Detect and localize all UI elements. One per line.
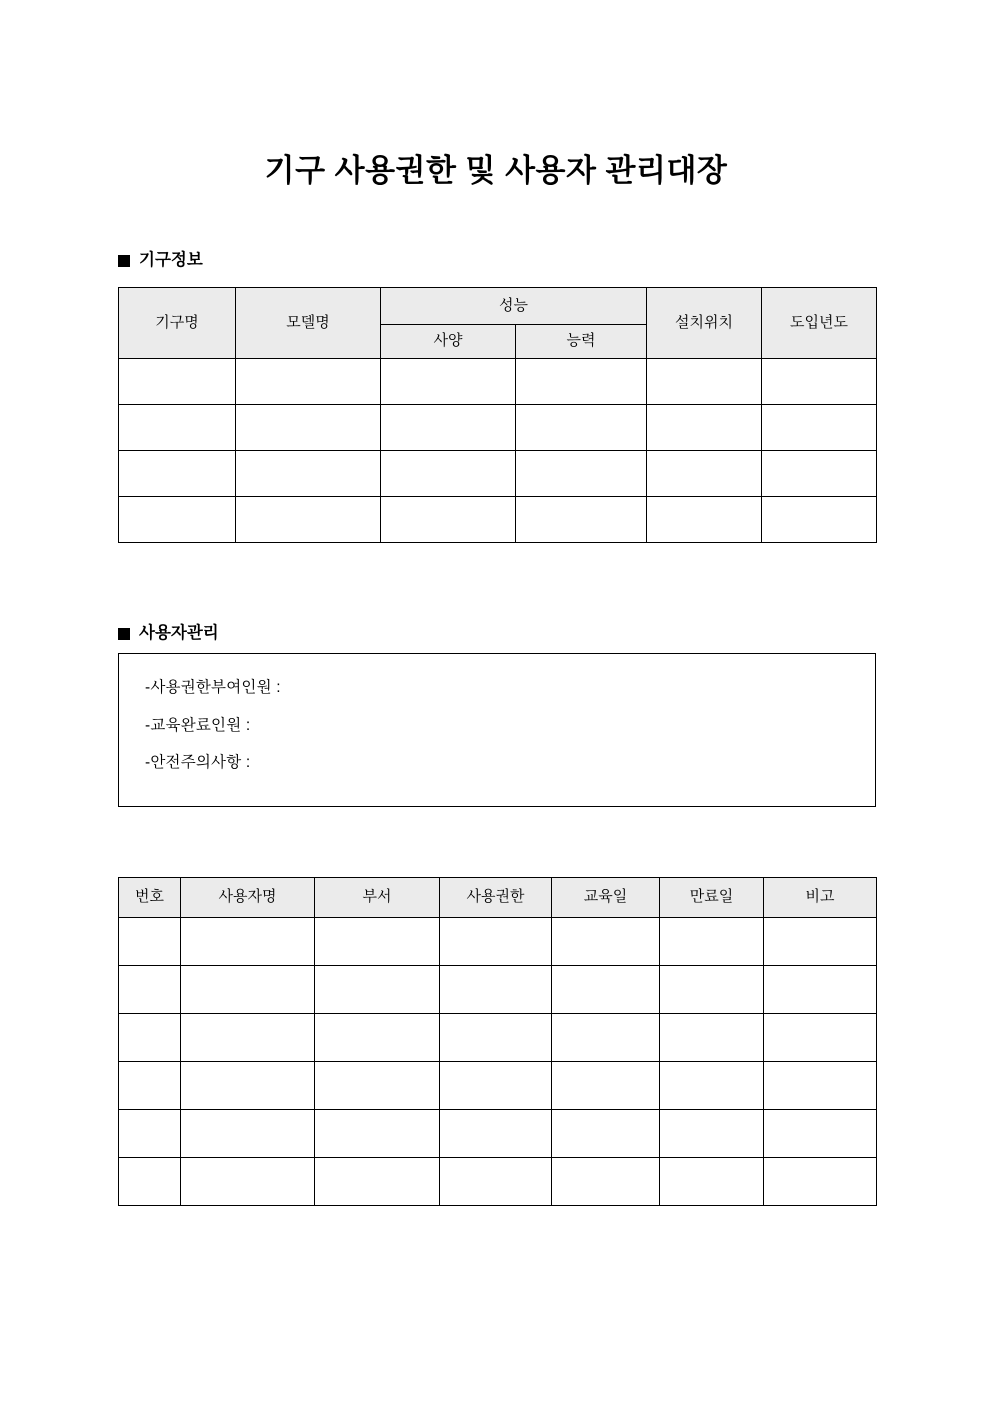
cell-permission[interactable]	[440, 918, 552, 966]
equipment-table-body	[119, 359, 877, 543]
user-note-line: -사용권한부여인원 :	[145, 679, 281, 696]
cell-training_date[interactable]	[552, 1158, 660, 1206]
cell-remarks[interactable]	[764, 1014, 877, 1062]
cell-user_name[interactable]	[181, 918, 315, 966]
cell-department[interactable]	[315, 918, 440, 966]
cell-training_date[interactable]	[552, 1110, 660, 1158]
cell-capacity[interactable]	[516, 451, 647, 497]
roster-table-header	[119, 878, 877, 918]
roster-header-row	[119, 878, 877, 918]
cell-expiry_date[interactable]	[660, 1062, 764, 1110]
column-header-install-location: 설치위치	[647, 288, 762, 359]
user-roster-table	[118, 877, 877, 1206]
cell-remarks[interactable]	[764, 1062, 877, 1110]
column-header-no: 번호	[119, 878, 181, 918]
section-heading-equipment-info	[118, 250, 203, 271]
cell-department[interactable]	[315, 1158, 440, 1206]
column-header-department: 부서	[315, 878, 440, 918]
square-bullet-icon	[118, 255, 130, 267]
cell-no[interactable]	[119, 918, 181, 966]
cell-location[interactable]	[647, 359, 762, 405]
cell-year[interactable]	[762, 405, 877, 451]
cell-spec[interactable]	[381, 405, 516, 451]
table-row	[119, 359, 877, 405]
table-row	[119, 1110, 877, 1158]
section-heading-user-label: 사용자관리	[139, 624, 219, 642]
cell-no[interactable]	[119, 966, 181, 1014]
section-heading-equipment-label: 기구정보	[139, 251, 203, 269]
cell-year[interactable]	[762, 451, 877, 497]
cell-department[interactable]	[315, 1014, 440, 1062]
cell-model[interactable]	[236, 497, 381, 543]
equipment-header-row-main	[119, 288, 877, 325]
column-header-model-name: 모델명	[236, 288, 381, 359]
table-row	[119, 1158, 877, 1206]
cell-no[interactable]	[119, 1014, 181, 1062]
cell-model[interactable]	[236, 451, 381, 497]
cell-spec[interactable]	[381, 359, 516, 405]
table-row	[119, 966, 877, 1014]
cell-name[interactable]	[119, 451, 236, 497]
cell-capacity[interactable]	[516, 405, 647, 451]
cell-user_name[interactable]	[181, 966, 315, 1014]
column-header-equipment-name: 기구명	[119, 288, 236, 359]
cell-location[interactable]	[647, 497, 762, 543]
cell-spec[interactable]	[381, 451, 516, 497]
cell-permission[interactable]	[440, 1110, 552, 1158]
cell-training_date[interactable]	[552, 966, 660, 1014]
equipment-table-header	[119, 288, 877, 359]
table-row	[119, 1062, 877, 1110]
cell-capacity[interactable]	[516, 359, 647, 405]
cell-training_date[interactable]	[552, 1062, 660, 1110]
table-row	[119, 497, 877, 543]
cell-spec[interactable]	[381, 497, 516, 543]
cell-model[interactable]	[236, 405, 381, 451]
cell-name[interactable]	[119, 497, 236, 543]
cell-model[interactable]	[236, 359, 381, 405]
cell-no[interactable]	[119, 1158, 181, 1206]
cell-permission[interactable]	[440, 1158, 552, 1206]
cell-name[interactable]	[119, 359, 236, 405]
cell-permission[interactable]	[440, 966, 552, 1014]
table-row	[119, 405, 877, 451]
column-header-performance-capacity: 능력	[516, 325, 647, 359]
column-header-performance-spec: 사양	[381, 325, 516, 359]
cell-remarks[interactable]	[764, 966, 877, 1014]
cell-permission[interactable]	[440, 1062, 552, 1110]
column-header-user-name: 사용자명	[181, 878, 315, 918]
user-note-line: -교육완료인원 :	[145, 716, 251, 734]
section-heading-user-management	[118, 623, 219, 644]
column-header-permission: 사용권한	[440, 878, 552, 918]
cell-department[interactable]	[315, 966, 440, 1014]
cell-no[interactable]	[119, 1062, 181, 1110]
equipment-info-table	[118, 287, 877, 543]
cell-location[interactable]	[647, 451, 762, 497]
cell-training_date[interactable]	[552, 918, 660, 966]
cell-expiry_date[interactable]	[660, 1110, 764, 1158]
roster-table-body	[119, 918, 877, 1206]
cell-remarks[interactable]	[764, 1110, 877, 1158]
cell-remarks[interactable]	[764, 1158, 877, 1206]
cell-permission[interactable]	[440, 1014, 552, 1062]
column-header-expiry-date: 만료일	[660, 878, 764, 918]
page-title: 기구 사용권한 및 사용자 관리대장	[264, 152, 728, 188]
column-header-performance: 성능	[381, 288, 647, 325]
cell-name[interactable]	[119, 405, 236, 451]
table-row	[119, 1014, 877, 1062]
table-row	[119, 451, 877, 497]
cell-training_date[interactable]	[552, 1014, 660, 1062]
cell-capacity[interactable]	[516, 497, 647, 543]
cell-expiry_date[interactable]	[660, 918, 764, 966]
cell-user_name[interactable]	[181, 1158, 315, 1206]
user-note-line: -안전주의사항 :	[145, 754, 251, 771]
cell-year[interactable]	[762, 497, 877, 543]
cell-user_name[interactable]	[181, 1110, 315, 1158]
cell-expiry_date[interactable]	[660, 966, 764, 1014]
cell-department[interactable]	[315, 1062, 440, 1110]
cell-year[interactable]	[762, 359, 877, 405]
cell-department[interactable]	[315, 1110, 440, 1158]
cell-expiry_date[interactable]	[660, 1014, 764, 1062]
square-bullet-icon	[118, 628, 130, 640]
cell-no[interactable]	[119, 1110, 181, 1158]
column-header-remarks: 비고	[764, 878, 877, 918]
cell-location[interactable]	[647, 405, 762, 451]
cell-user_name[interactable]	[181, 1062, 315, 1110]
cell-user_name[interactable]	[181, 1014, 315, 1062]
column-header-introduction-year: 도입년도	[762, 288, 877, 359]
cell-expiry_date[interactable]	[660, 1158, 764, 1206]
cell-remarks[interactable]	[764, 918, 877, 966]
table-row	[119, 918, 877, 966]
column-header-training-date: 교육일	[552, 878, 660, 918]
user-management-note-box[interactable]	[118, 653, 876, 807]
